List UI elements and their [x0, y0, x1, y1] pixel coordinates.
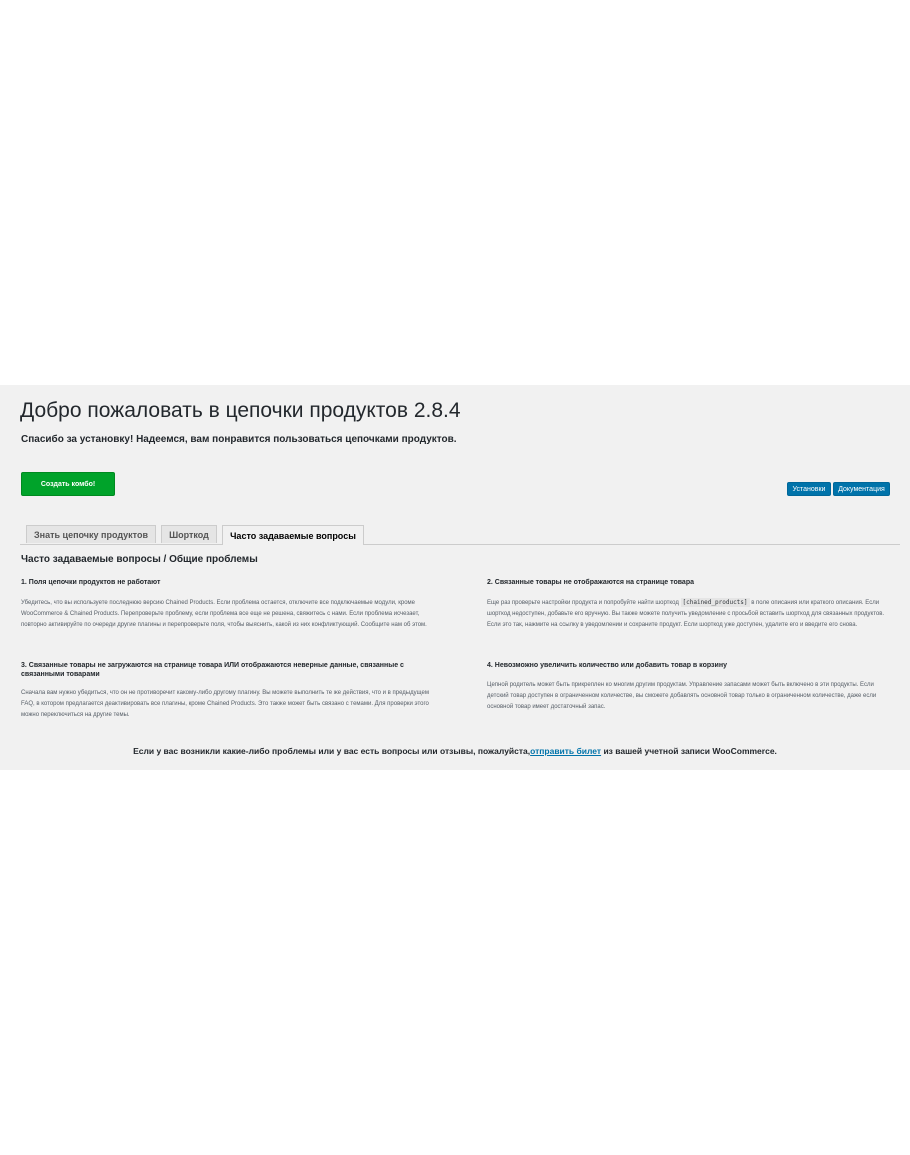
- create-combo-button[interactable]: Создать комбо!: [21, 472, 115, 496]
- tab-faq[interactable]: Часто задаваемые вопросы: [222, 525, 364, 545]
- page-title: Добро пожаловать в цепочки продуктов 2.8.4: [20, 399, 461, 422]
- faq-section-title: Часто задаваемые вопросы / Общие проблемы: [21, 554, 258, 565]
- shortcode-snippet: [chained_products]: [682, 599, 748, 606]
- tab-bar: [20, 525, 900, 545]
- faq-answer-2: [487, 597, 897, 631]
- support-footer: [0, 746, 910, 756]
- footer-text-after: из вашей учетной записи WooCommerce.: [601, 746, 777, 756]
- page-subtitle: Спасибо за установку! Надеемся, вам понравится пользоваться цепочками продуктов.: [21, 434, 457, 445]
- documentation-button[interactable]: Документация: [833, 482, 890, 496]
- faq-question-1: 1. Поля цепочки продуктов не работают: [21, 579, 161, 586]
- faq-answer-3: Сначала вам нужно убедиться, что он не противоречит какому-либо другому плагину. Вы можете выполнить те же действия, что и в предыдущем FAQ, в котором предлагается деактивировать все плагины, кроме Chained Products. Это также может быть связано с темами. Для проверки этого можно переключиться на другие темы.: [21, 690, 429, 718]
- faq-question-2: 2. Связанные товары не отображаются на странице товара: [487, 579, 694, 586]
- faq-question-4: 4. Невозможно увеличить количество или добавить товар в корзину: [487, 662, 727, 669]
- tab-know-chained-products[interactable]: Знать цепочку продуктов: [26, 525, 156, 543]
- submit-ticket-link[interactable]: отправить билет: [530, 746, 602, 756]
- faq-answer-2-text-before: Еще раз проверьте настройки продукта и попробуйте найти шорткод: [487, 600, 681, 606]
- faq-answer-4: Цепной родитель может быть прикреплен ко многим другим продуктам. Управление запасами может быть включено в эти продукты. Если детский товар доступен в ограниченном количестве, вы сможете добавлять основной товар только в ограниченном количестве, даже если основной товар имеет достаточный запас.: [487, 682, 877, 710]
- footer-text-before: Если у вас возникли какие-либо проблемы или у вас есть вопросы или отзывы, пожалуйста,: [133, 746, 531, 756]
- install-button[interactable]: Установки: [787, 482, 831, 496]
- faq-answer-1: Убедитесь, что вы используете последнюю версию Chained Products. Если проблема остается, отключите все подключаемые модули, кроме WooCommerce & Chained Products. Перепроверьте проблему, если проблема все еще не решена, свяжитесь с нами. Если проблема исчезает, повторно активируйте по очереди другие плагины и перепроверьте поля, чтобы выяснить, какой из них конфликтующий. Сообщите нам об этом.: [21, 600, 427, 628]
- welcome-panel: [0, 385, 910, 770]
- faq-question-3: 3. Связанные товары не загружаются на странице товара ИЛИ отображаются неверные данные, связанные с связанными товарами: [21, 662, 404, 678]
- faq-answer-2-text-after: в поле описания или краткого описания. Если шорткод недоступен, добавьте его вручную. Вы также можете получить уведомление с просьбой вставить шорткод для связанных продуктов. Если это так, нажмите на ссылку в уведомлении и сохраните продукт. Если шорткод уже доступен, удалите его и введите его снова.: [487, 600, 885, 628]
- tab-shortcode[interactable]: Шорткод: [161, 525, 217, 543]
